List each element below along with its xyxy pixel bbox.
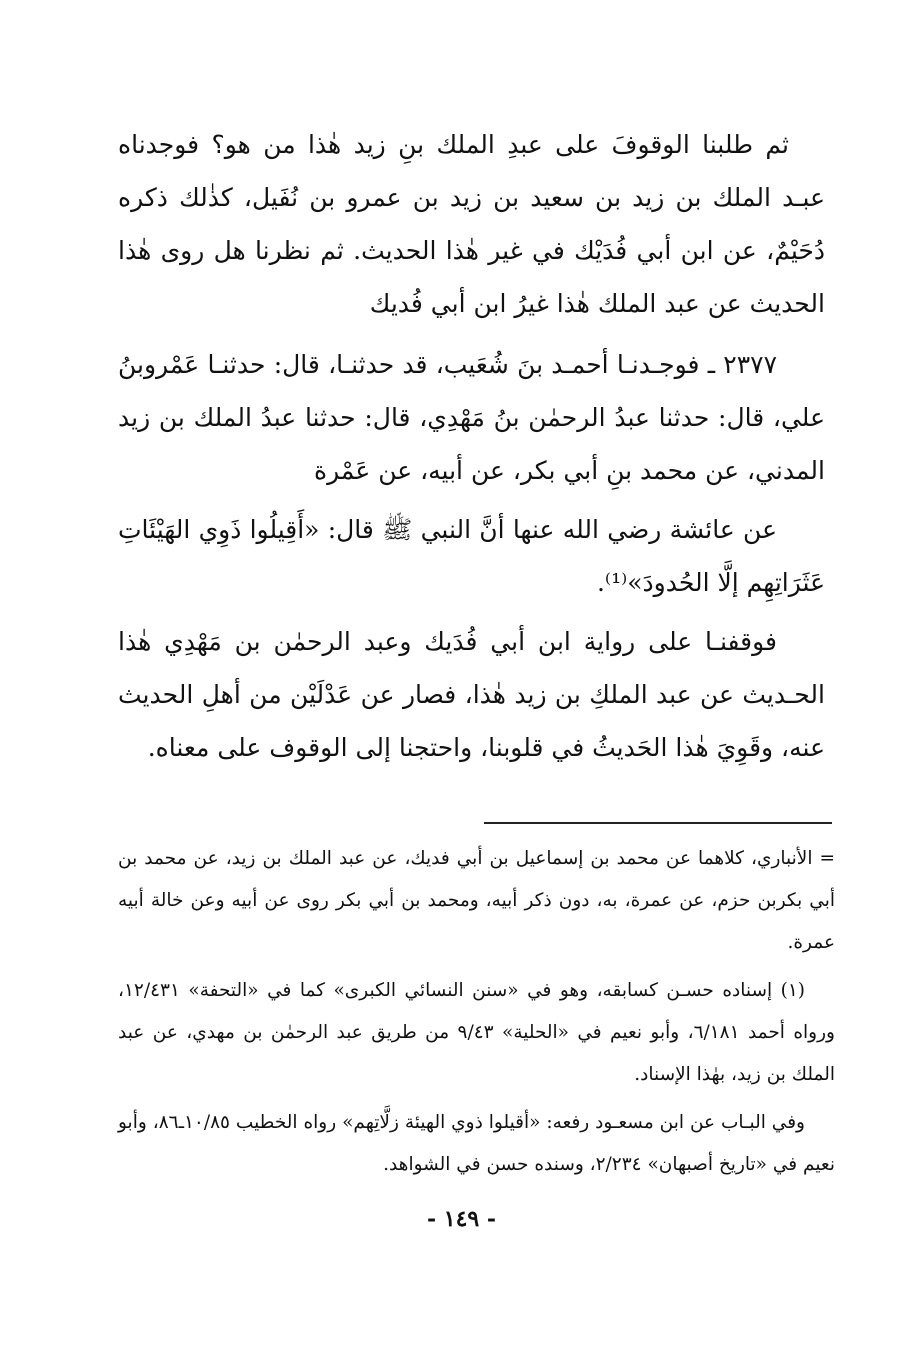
main-text [118,118,825,782]
paragraph-conclusion: فوقفنـا على رواية ابن أبي فُدَيك وعبد الرحمٰن بن مَهْدِي هٰذا الحـديث عن عبد الملكِ بن زيد هٰذا، فصار عن عَدْلَيْن من أهلِ الحديث عنه، وقَوِيَ هٰذا الحَديثُ في قلوبنا، واحتجنا إلى الوقوف على معناه. [118,627,825,762]
paragraph-search-abd-al-malik: ثم طلبنا الوقوفَ على عبدِ الملك بنِ زيد هٰذا من هو؟ فوجدناه عبـد الملك بن زيد بن سعيد بن زيد بن عمرو بن نُفَيل، كذٰلك ذكره دُحَيْمٌ، عن ابن أبي فُدَيْك في غير هٰذا الحديث. ثم نظرنا هل روى هٰذا الحديث عن عبد الملك هٰذا غيرُ ابن أبي فُديك [118,130,825,318]
paragraph-hadith-matn: عن عائشة رضي الله عنها أنَّ النبي ﷺ قال: «أَقِيلُوا ذَوِي الهَيْئَاتِ عَثَرَاتِهِم إلَّا الحُدودَ»⁽¹⁾. [118,515,825,597]
paragraph-hadith-2377-isnad: ٢٣٧٧ ـ فوجـدنـا أحمـد بنَ شُعَيب، قد حدثنـا، قال: حدثنـا عَمْروبنُ علي، قال: حدثنا عبدُ الرحمٰن بنُ مَهْدِي، قال: حدثنا عبدُ الملك بن زيد المدني، عن محمد بنِ أبي بكر، عن أبيه، عن عَمْرة [118,350,825,485]
footnote-separator [484,822,832,824]
footnote-1: (١) إسناده حسـن كسابقه، وهو في «سنن النسائي الكبرى» كما في «التحفة» ١٢/٤٣١، ورواه أحمد ٦/١٨١، وأبو نعيم في «الحلية» ٩/٤٣ من طريق عبد الرحمٰن بن مهدي، عن عبد الملك بن زيد، بهٰذا الإسناد. [118,980,835,1085]
footnotes [118,838,835,1192]
footnote-continuation: = الأنباري، كلاهما عن محمد بن إسماعيل بن أبي فديك، عن عبد الملك بن زيد، عن محمد بن أبي بكربن حزم، عن عمرة، به، دون ذكر أبيه، ومحمد بن أبي بكر روى عن أبيه وعن خالة أبيه عمرة. [118,848,835,953]
footnote-1-addendum: وفي البـاب عن ابن مسعـود رفعه: «أقيلوا ذوي الهيئة زلَّاتِهم» رواه الخطيب ١٠/٨٥ـ٨٦، وأبو نعيم في «تاريخ أصبهان» ٢/٢٣٤، وسنده حسن في الشواهد. [118,1112,835,1175]
page-number: - ١٤٩ - [426,1206,497,1232]
